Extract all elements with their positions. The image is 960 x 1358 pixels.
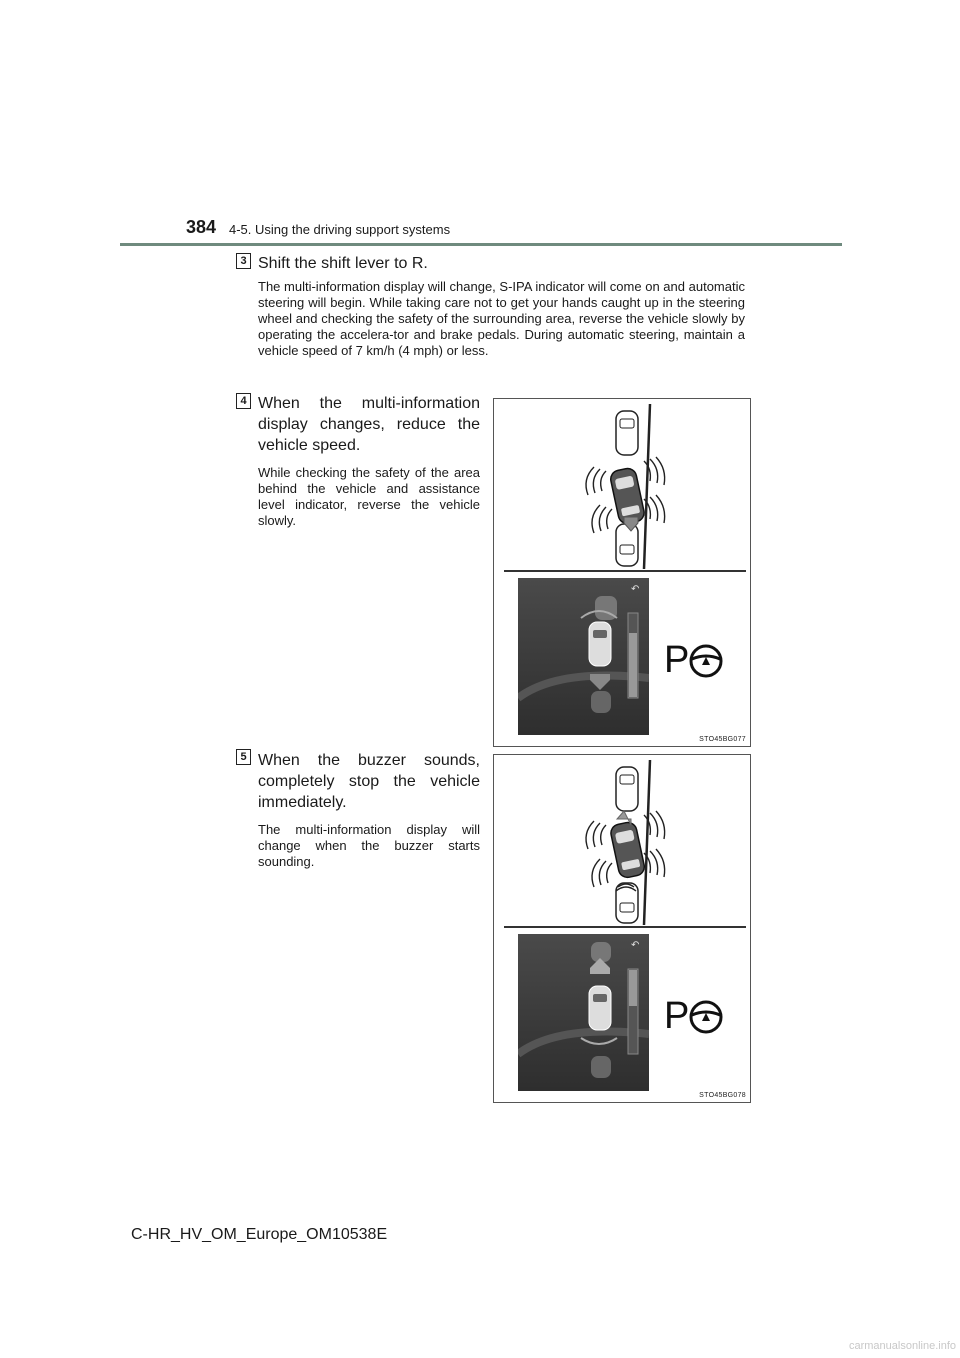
parked-car-front-icon xyxy=(616,767,638,811)
rear-vehicle-icon xyxy=(591,691,611,713)
step-3-badge: 3 xyxy=(236,253,251,269)
own-vehicle-display-icon xyxy=(589,622,611,666)
document-code: C-HR_HV_OM_Europe_OM10538E xyxy=(131,1226,388,1243)
figure-step-5 xyxy=(493,754,751,1103)
display-graphic xyxy=(518,578,649,735)
own-vehicle-icon xyxy=(609,467,646,525)
figure-code: STO45BG078 xyxy=(699,1092,746,1099)
own-vehicle-icon xyxy=(609,821,646,879)
rear-vehicle-icon xyxy=(591,1056,611,1078)
display-graphic xyxy=(518,934,649,1091)
steering-wheel-icon xyxy=(688,643,724,679)
section-title: 4-5. Using the driving support systems xyxy=(229,222,451,237)
figure-code: STO45BG077 xyxy=(699,736,746,743)
svg-text:↶: ↶ xyxy=(631,940,640,951)
multi-information-display xyxy=(518,934,649,1091)
steering-wheel-icon xyxy=(688,999,724,1035)
figure-divider xyxy=(504,926,746,928)
parking-scene-illustration xyxy=(494,755,750,930)
step-4-badge: 4 xyxy=(236,393,251,409)
step-4-body: While checking the safety of the area behind the vehicle and assistance level indicator, reverse the vehicle slowly. xyxy=(258,465,480,528)
parking-scene-illustration xyxy=(494,399,750,574)
step-5-heading: When the buzzer sounds, completely stop the vehicle immediately. xyxy=(258,752,480,811)
multi-information-display xyxy=(518,578,649,735)
page-number: 384 xyxy=(186,217,217,237)
own-vehicle-display-icon xyxy=(589,986,611,1030)
svg-text:↶: ↶ xyxy=(631,584,640,595)
p-symbol: P xyxy=(664,995,690,1037)
parked-car-front-icon xyxy=(616,411,638,455)
watermark: carmanualsonline.info xyxy=(848,1340,956,1352)
header-rule xyxy=(120,243,842,246)
step-4-heading: When the multi-information display changes, reduce the vehicle speed. xyxy=(258,395,480,454)
figure-step-4 xyxy=(493,398,751,747)
step-3-body: The multi-information display will change, S-IPA indicator will come on and automatic steering will begin. While taking care not to get your hands caught up in the steering wheel and checking the safety of the surrounding area, reverse the vehicle slowly by operating the accelera-tor and brake pedals. During automatic steering, maintain a vehicle speed of 7 km/h (4 mph) or less. xyxy=(258,279,745,358)
p-symbol: P xyxy=(664,639,690,681)
step-5-body: The multi-information display will change when the buzzer starts sounding. xyxy=(258,822,480,869)
step-3-heading: Shift the shift lever to R. xyxy=(258,255,428,272)
figure-divider xyxy=(504,570,746,572)
step-5-badge: 5 xyxy=(236,749,251,765)
